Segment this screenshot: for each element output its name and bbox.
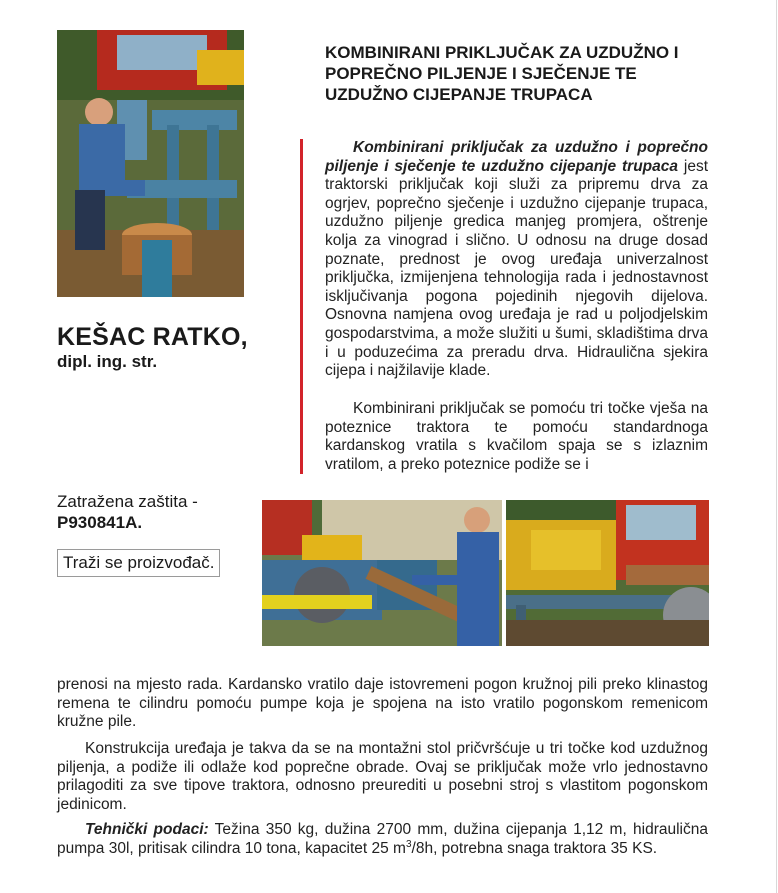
photo-tractor-table: [506, 500, 709, 646]
paragraph-construction: [57, 740, 708, 814]
tech-specs-text-end: /8h, potrebna snaga traktora 35 KS.: [411, 839, 658, 857]
construction-text: Konstrukcija uređaja je takva da se na montažni stol pričvršćuje u tri točke kod uzdužnog piljenja, a podiže ili odlaže kod poprečne obrade. Ovaj se priključak može vrlo jednostavno prilagoditi za sve tipove traktora, odnosno preurediti u posebni stroj s vlastitom pogonskom jedinicom.: [57, 740, 708, 813]
paragraph-drive: prenosi na mjesto rada. Kardansko vratilo daje istovremeni pogon kružnoj pili preko klinastog remena te cilindru pomoću pumpe koja je spojena na isto vratilo pogonskom remenicom kružne pile.: [57, 676, 708, 731]
article-headline: KOMBINIRANI PRIKLJUČAK ZA UZDUŽNO I POPREČNO PILJENJE I SJEČENJE TE UZDUŽNO CIJEPANJE TRUPACA: [325, 43, 679, 104]
patent-number: P930841A.: [57, 513, 143, 532]
paragraph-tech-specs: [57, 821, 708, 858]
paragraph-mounting: [325, 400, 708, 474]
cubic-superscript: 3: [405, 838, 412, 850]
patent-label: Zatražena zaštita -: [57, 492, 198, 511]
author-name: KEŠAC RATKO,: [57, 323, 248, 351]
tech-specs-label: Tehnički podaci:: [85, 821, 209, 838]
photo-operator-splitter: [57, 30, 244, 297]
mounting-text: Kombinirani priključak se pomoću tri točke vješa na poteznice traktora te pomoću standardnoga kardanskog vratila s kvačilom spaja se s izlaznim vratilom, a preko poteznice podiže se i: [325, 400, 708, 473]
intro-body: jest traktorski priključak koji služi za pripremu drva za ogrjev, poprečno sječenje i uzdužno cijepanje trupaca, uzdužno piljenje gredica manjeg promjera, oštrenje kolja za vinograd i slično. U odnosu na druge dosad poznate, prednost je ovog uređaja univerzalnost priključka, izmijenjena tehnologija rada i jednostavnost isključivanja pogona pojedinih njegovih dijelova. Osnovna namjena ovog uređaja je rad u poljodjelskim gospodarstvima, a može služiti u šumi, skladištima drva i u poduzećima za preradu drva. Hidraulična sjekira cijepa i najžilavije klade.: [325, 157, 708, 380]
intro-lead: Kombinirani priključak za uzdužno i poprečno piljenje i sječenje te uzdužno cijepanje trupaca: [325, 139, 708, 175]
tech-specs-text: Težina 350 kg, dužina 2700 mm, dužina cijepanja 1,12 m, hidraulična pumpa 30l, pritisak cilindra 10 tona, kapacitet 25 m: [57, 821, 708, 857]
paragraph-intro: [325, 139, 708, 381]
seeking-manufacturer-box: Traži se proizvođač.: [57, 549, 220, 577]
page-edge-rule: [776, 0, 777, 893]
author-title: dipl. ing. str.: [57, 352, 158, 371]
accent-bar: [300, 139, 303, 474]
photo-sawing-log: [262, 500, 502, 646]
